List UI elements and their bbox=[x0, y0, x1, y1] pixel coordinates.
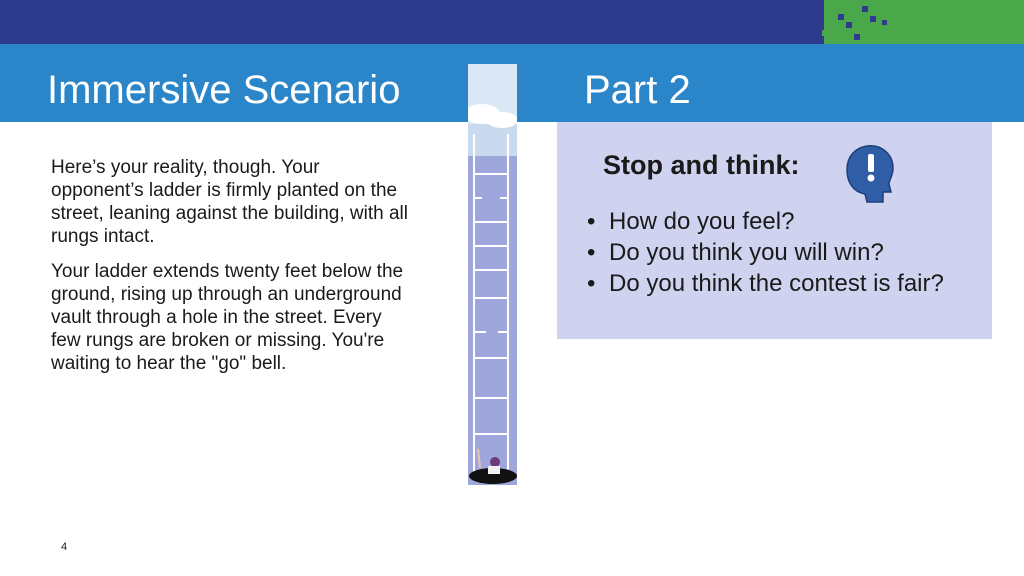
page-number: 4 bbox=[61, 541, 68, 553]
pixel-pattern-decoration bbox=[812, 0, 892, 44]
scenario-paragraph-2: Your ladder extends twenty feet below the ground, rising up through an underground vault through a hole in the street. Every few rungs are broken or missing. You're waiting to hear the "go" bell. bbox=[51, 261, 404, 374]
slide-title: Immersive Scenario bbox=[47, 68, 401, 112]
question-item: • How do you feel? bbox=[585, 206, 944, 237]
head-exclamation-icon bbox=[843, 142, 897, 206]
question-item: • Do you think you will win? bbox=[585, 237, 944, 268]
question-item: • Do you think the contest is fair? bbox=[585, 268, 944, 299]
underground-ladder-illustration bbox=[468, 64, 517, 485]
scenario-paragraph-1: Here’s your reality, though. Your opponent’s ladder is firmly planted on the street, leaning against the building, with all rungs intact. bbox=[51, 157, 409, 247]
question-list bbox=[585, 206, 944, 299]
slide-subtitle: Part 2 bbox=[584, 68, 691, 112]
stop-and-think-panel bbox=[557, 122, 992, 339]
stop-and-think-heading: Stop and think: bbox=[603, 150, 800, 180]
scenario-text bbox=[51, 156, 411, 387]
